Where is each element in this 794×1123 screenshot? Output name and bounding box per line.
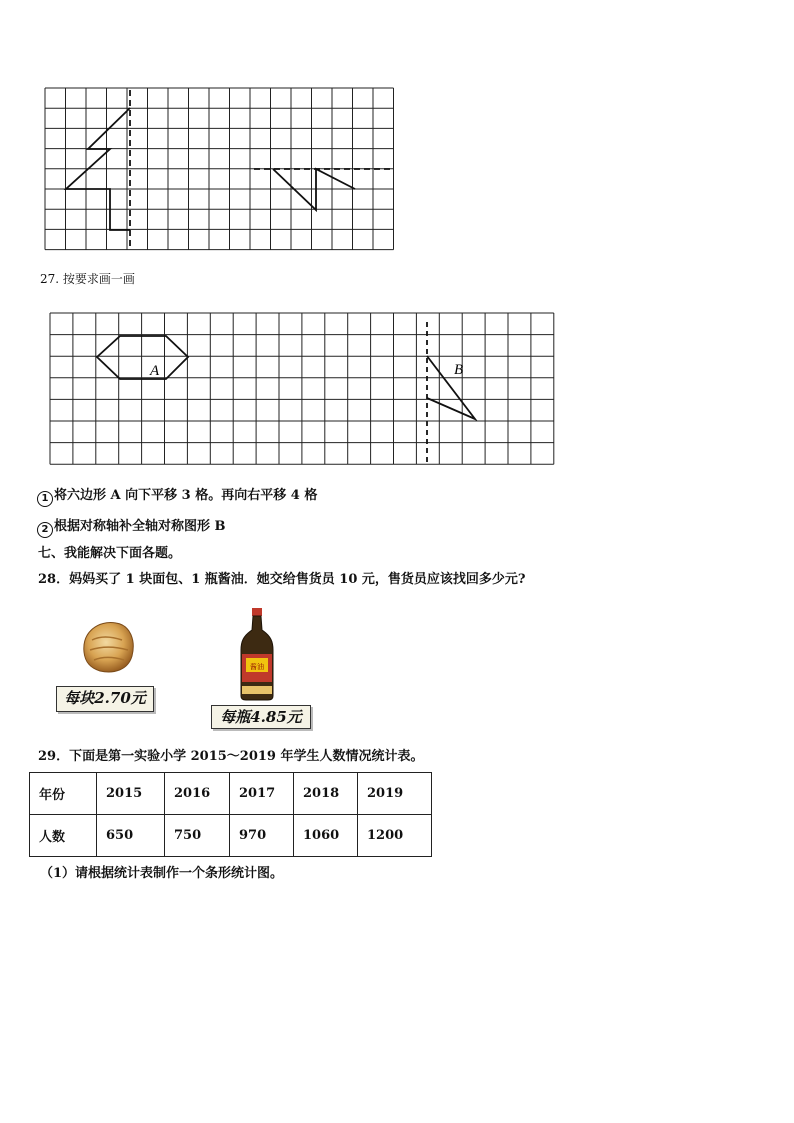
table-cell: 750 <box>165 815 230 857</box>
table-cell: 人数 <box>30 815 97 857</box>
bread-price-tag: 每块2.70元 <box>56 686 154 712</box>
table-row <box>30 815 432 857</box>
q27-title: 按要求画一画 <box>62 272 135 286</box>
table-row <box>30 773 432 815</box>
table-cell: 2018 <box>294 773 358 815</box>
table-cell: 970 <box>230 815 294 857</box>
task1-mark: 1 <box>37 491 53 507</box>
q29-text: 29．下面是第一实验小学 2015～2019 年学生人数情况统计表。 <box>38 749 424 764</box>
table-cell: 1200 <box>358 815 432 857</box>
q28-text: 28．妈妈买了 1 块面包、1 瓶酱油．她交给售货员 10 元，售货员应该找回多少元? <box>38 572 526 587</box>
task1-text: 将六边形 A 向下平移 3 格。再向右平移 4 格 <box>54 488 318 503</box>
table-cell: 2016 <box>165 773 230 815</box>
label-a: A <box>150 363 160 379</box>
figure-b-half <box>427 356 475 419</box>
soy-price-tag: 每瓶4.85元 <box>211 705 311 729</box>
section-7-heading: 七、我能解决下面各题。 <box>38 546 182 561</box>
grid-question-27 <box>0 0 794 480</box>
student-stats-table <box>29 772 432 857</box>
table-cell: 年份 <box>30 773 97 815</box>
task2-text: 根据对称轴补全轴对称图形 B <box>54 519 226 534</box>
table-cell: 650 <box>97 815 165 857</box>
soy-label: 酱油 <box>250 663 264 671</box>
table-cell: 2015 <box>97 773 165 815</box>
label-b: B <box>454 362 464 378</box>
table-cell: 1060 <box>294 815 358 857</box>
q27-number: 27. <box>40 272 60 286</box>
table-cell: 2019 <box>358 773 432 815</box>
task2-mark: 2 <box>37 522 53 538</box>
hexagon-a <box>97 336 188 379</box>
bread-icon <box>78 618 138 678</box>
table-cell: 2017 <box>230 773 294 815</box>
soy-sauce-bottle-icon <box>237 606 277 701</box>
q29-sub1: （1）请根据统计表制作一个条形统计图。 <box>40 866 284 881</box>
